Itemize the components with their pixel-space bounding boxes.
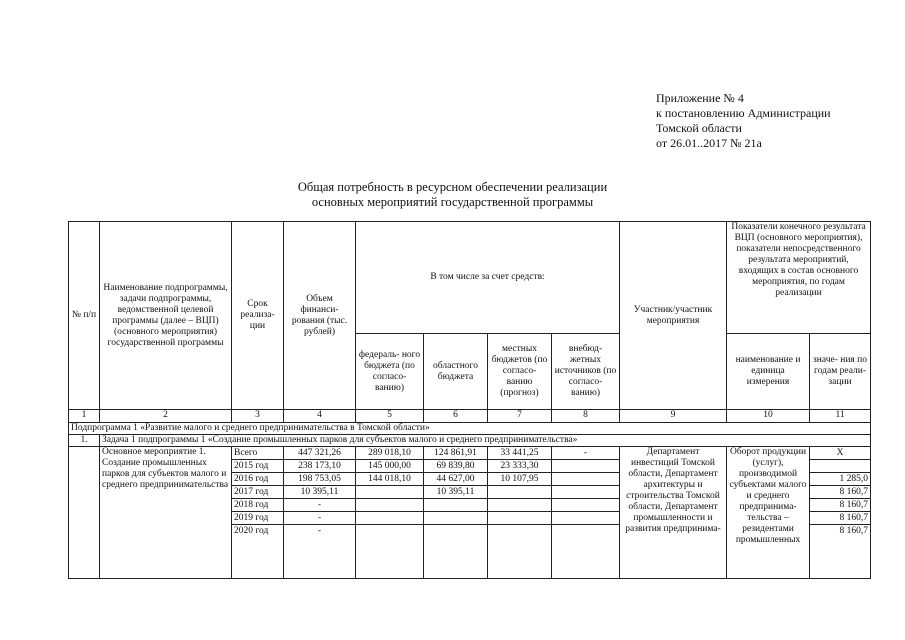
col-number: 11 <box>810 410 871 423</box>
participant-cell: Департамент инвестиций Томской области, Департамент архитектуры и строительства Томской области, Департамент промышленности и развития предпринима- <box>620 447 727 579</box>
appendix-line: Приложение № 4 <box>656 91 744 105</box>
local-value: 23 333,30 <box>488 460 551 473</box>
appendix-line: Томской области <box>656 121 742 135</box>
local-cell <box>488 447 552 579</box>
volume-value: 447 321,26 <box>284 447 355 460</box>
document-title <box>0 180 905 210</box>
col-number: 3 <box>232 410 284 423</box>
extra-value <box>552 499 619 512</box>
header-term: Срок реализа- ции <box>232 222 284 410</box>
column-number-row <box>69 410 871 423</box>
header-sources: В том числе за счет средств: <box>356 222 620 334</box>
federal-value <box>356 525 423 537</box>
federal-value: 144 018,10 <box>356 473 423 486</box>
volume-value: - <box>317 526 322 536</box>
measure-number <box>69 447 100 579</box>
appendix-line: к постановлению Администрации <box>656 106 831 120</box>
col-number: 2 <box>100 410 232 423</box>
federal-value <box>356 486 423 499</box>
regional-value <box>424 525 487 537</box>
local-value <box>488 525 551 537</box>
col-number: 4 <box>284 410 356 423</box>
indicator-value: 8 160,7 <box>810 512 870 525</box>
year-label: 2017 год <box>232 486 283 499</box>
extra-value <box>552 473 619 486</box>
col-number: 6 <box>424 410 488 423</box>
subprogram-row: Подпрограмма 1 «Развитие малого и среднего предпринимательства в Томской области» <box>69 423 871 435</box>
header-participant: Участник/участник мероприятия <box>620 222 727 410</box>
volume-value: 238 173,10 <box>284 460 355 473</box>
federal-value: 145 000,00 <box>356 460 423 473</box>
year-label: 2018 год <box>232 499 283 512</box>
volume-cell <box>284 447 356 579</box>
col-number: 8 <box>552 410 620 423</box>
header-ind-values: значе- ния по годам реали- зации <box>810 334 871 410</box>
indicator-value: Х <box>810 447 870 460</box>
indicator-values-cell <box>810 447 871 579</box>
regional-cell <box>424 447 488 579</box>
header-regional: областного бюджета <box>424 334 488 410</box>
title-line: Общая потребность в ресурсном обеспечении реализации <box>297 180 608 194</box>
regional-value: 44 627,00 <box>424 473 487 486</box>
indicator-value: 8 160,7 <box>810 499 870 512</box>
extra-value <box>552 486 619 499</box>
extra-value <box>552 460 619 473</box>
indicator-name-cell: Оборот продукции (услуг), производимой субъектами малого и среднего предпринима- тельства – резидентами промышленных <box>727 447 810 579</box>
volume-value: - <box>284 512 355 525</box>
regional-value <box>424 499 487 512</box>
volume-value: 198 753,05 <box>284 473 355 486</box>
local-value <box>488 499 551 512</box>
col-number: 10 <box>727 410 810 423</box>
regional-value <box>424 512 487 525</box>
task-row: Задача 1 подпрограммы 1 «Создание промышленных парков для субъектов малого и среднего предпринимательства» <box>100 435 871 447</box>
extra-value <box>552 512 619 525</box>
year-label: 2015 год <box>232 460 283 473</box>
measure-name: Основное мероприятие 1. Создание промышленных парков для субъектов малого и среднего предпринимательства <box>100 447 232 579</box>
regional-value: 124 861,91 <box>424 447 487 460</box>
header-num: № п/п <box>69 222 100 410</box>
regional-value: 10 395,11 <box>424 486 487 499</box>
year-label: Всего <box>232 447 283 460</box>
col-number: 5 <box>356 410 424 423</box>
year-label: 2020 год <box>234 526 269 536</box>
volume-value: - <box>284 499 355 512</box>
volume-value: 10 395,11 <box>284 486 355 499</box>
local-value: 33 441,25 <box>488 447 551 460</box>
appendix-block <box>656 91 831 151</box>
extra-cell <box>552 447 620 579</box>
federal-value <box>356 512 423 525</box>
regional-value: 69 839,80 <box>424 460 487 473</box>
indicator-value: 8 160,7 <box>839 526 869 536</box>
appendix-line: от 26.01..2017 № 21а <box>656 136 762 150</box>
local-value: 10 107,95 <box>488 473 551 486</box>
header-ind-name: наименование и единица измерения <box>727 334 810 410</box>
local-value <box>488 486 551 499</box>
federal-value: 289 018,10 <box>356 447 423 460</box>
years-cell <box>232 447 284 579</box>
col-number: 9 <box>620 410 727 423</box>
resource-table <box>68 221 870 579</box>
indicator-value: 1 285,0 <box>810 473 870 486</box>
task-number: 1. <box>69 435 100 447</box>
indicator-value <box>810 460 870 473</box>
col-number: 7 <box>488 410 552 423</box>
header-indicators: Показатели конечного результата ВЦП (основного мероприятия), показатели непосредственного результата мероприятий, входящих в состав основного мероприятия, по годам реализации <box>727 222 871 334</box>
extra-value <box>552 525 619 537</box>
header-extra: внебюд- жетных источников (по согласо- ванию) <box>552 334 620 410</box>
year-label: 2019 год <box>232 512 283 525</box>
header-federal: федераль- ного бюджета (по согласо- ванию) <box>356 334 424 410</box>
table-row <box>69 447 871 579</box>
extra-value: - <box>552 447 619 460</box>
col-number: 1 <box>69 410 100 423</box>
year-label: 2016 год <box>232 473 283 486</box>
federal-cell <box>356 447 424 579</box>
header-local: местных бюджетов (по согласо- ванию (прогноз) <box>488 334 552 410</box>
federal-value <box>356 499 423 512</box>
header-name: Наименование подпрограммы, задачи подпрограммы, ведомственной целевой программы (далее – ВЦП) (основного мероприятия) государственной программы <box>100 222 232 410</box>
local-value <box>488 512 551 525</box>
header-volume: Объем финанси- рования (тыс. рублей) <box>284 222 356 410</box>
title-line: основных мероприятий государственной программы <box>311 195 594 209</box>
indicator-value: 8 160,7 <box>810 486 870 499</box>
